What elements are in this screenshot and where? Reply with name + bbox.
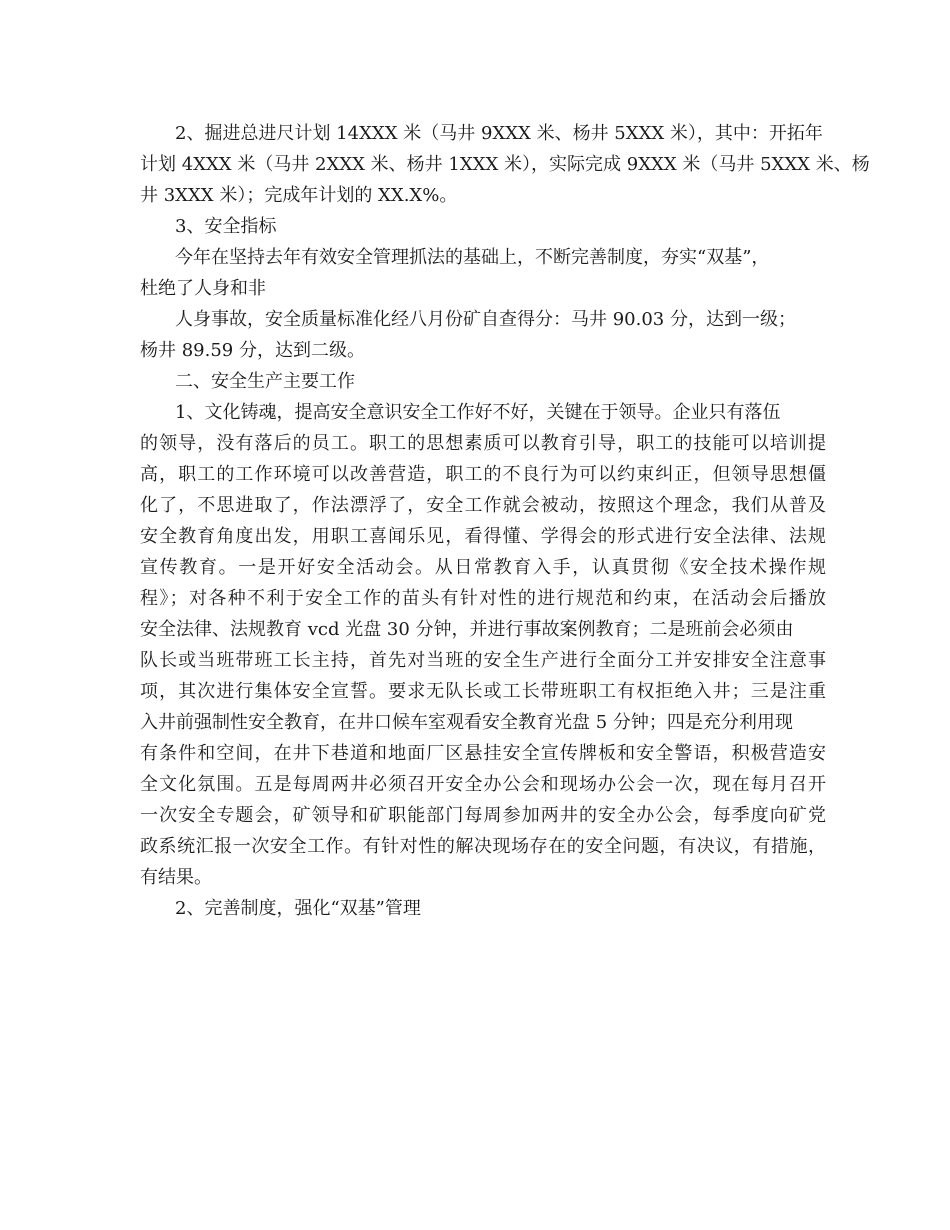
text-line: 政系统汇报一次安全工作。有针对性的解决现场存在的安全问题，有决议，有措施， [140, 836, 826, 857]
text-line: 今年在坚持去年有效安全管理抓法的基础上，不断完善制度，夯实“双基”， [175, 247, 770, 268]
text-line: 队长或当班带班工长主持，首先对当班的安全生产进行全面分工并安排安全注意事 [140, 650, 826, 671]
text-line: 入井前强制性安全教育，在井口候车室观看安全教育光盘 5 分钟；四是充分利用现 [140, 712, 793, 733]
text-line: 杜绝了人身和非 [140, 278, 266, 299]
text-line: 有结果。 [140, 867, 212, 888]
text-line: 全文化氛围。五是每周两井必须召开安全办公会和现场办公会一次，现在每月召开 [140, 774, 826, 795]
text-line: 安全法律、法规教育 vcd 光盘 30 分钟，并进行事故案例教育；二是班前会必须由 [140, 619, 794, 640]
text-line: 项，其次进行集体安全宣誓。要求无队长或工长带班职工有权拒绝入井；三是注重 [140, 681, 826, 702]
section-heading: 二、安全生产主要工作 [175, 371, 355, 392]
text-line: 2、掘进总进尺计划 14XXX 米（马井 9XXX 米、杨井 5XXX 米），其中：开拓年 [175, 123, 823, 144]
text-line: 高，职工的工作环境可以改善营造，职工的不良行为可以约束纠正，但领导思想僵 [140, 464, 826, 485]
text-line: 计划 4XXX 米（马井 2XXX 米、杨井 1XXX 米），实际完成 9XXX 米（马井 5XXX 米、杨 [140, 154, 870, 175]
text-line: 化了，不思进取了，作法漂浮了，安全工作就会被动，按照这个理念，我们从普及 [140, 495, 826, 516]
text-line: 宣传教育。一是开好安全活动会。从日常教育入手，认真贯彻《安全技术操作规 [140, 557, 826, 578]
text-line: 1、文化铸魂，提高安全意识安全工作好不好，关键在于领导。企业只有落伍 [175, 402, 781, 423]
document-body [140, 118, 870, 924]
text-line: 的领导，没有落后的员工。职工的思想素质可以教育引导，职工的技能可以培训提 [140, 433, 826, 454]
text-line: 人身事故，安全质量标准化经八月份矿自查得分：马井 90.03 分，达到一级； [175, 309, 796, 330]
section-heading: 3、安全指标 [175, 216, 277, 237]
section-heading: 2、完善制度，强化“双基”管理 [175, 898, 421, 919]
text-line: 杨井 89.59 分，达到二级。 [140, 340, 365, 361]
text-line: 井 3XXX 米）；完成年计划的 XX.X%。 [140, 185, 458, 206]
text-line: 一次安全专题会，矿领导和矿职能部门每周参加两井的安全办公会，每季度向矿党 [140, 805, 826, 826]
text-line: 有条件和空间，在井下巷道和地面厂区悬挂安全宣传牌板和安全警语，积极营造安 [140, 743, 826, 764]
text-line: 程》；对各种不利于安全工作的苗头有针对性的进行规范和约束，在活动会后播放 [140, 588, 826, 609]
text-line: 安全教育角度出发，用职工喜闻乐见，看得懂、学得会的形式进行安全法律、法规 [140, 526, 826, 547]
